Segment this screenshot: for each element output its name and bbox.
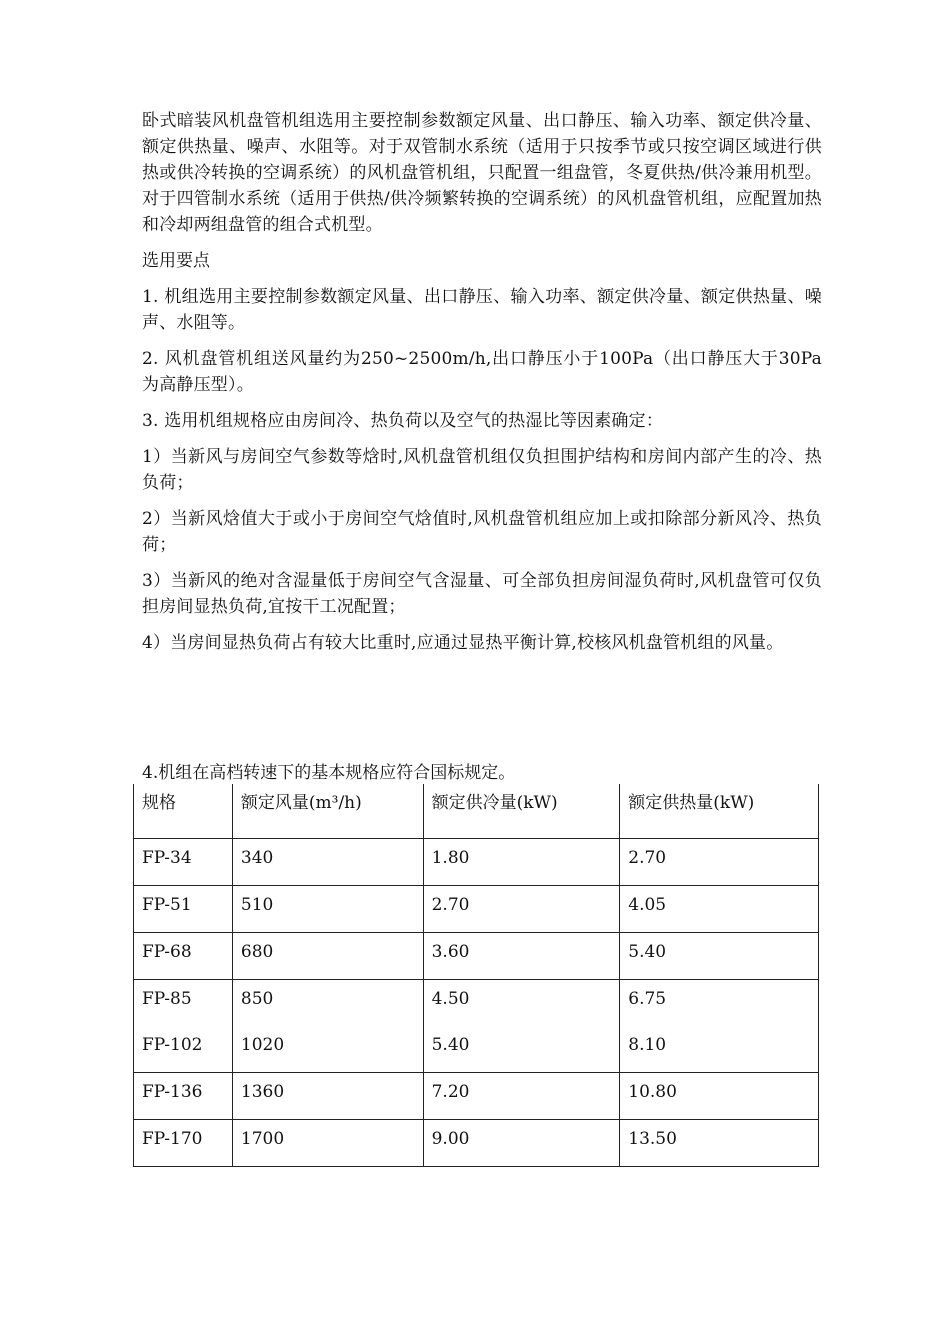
sub-point-4: 4）当房间显热负荷占有较大比重时,应通过显热平衡计算,校核风机盘管机组的风量。: [142, 633, 784, 653]
cell-heating: 13.50: [620, 1120, 819, 1167]
cell-airflow: 1700: [232, 1120, 423, 1167]
cell-airflow: 850: [232, 980, 423, 1027]
cell-airflow: 340: [232, 839, 423, 886]
cell-model: FP-85: [134, 980, 233, 1027]
cell-model: FP-170: [134, 1120, 233, 1167]
cell-model: FP-102: [134, 1026, 233, 1073]
point-1: 1. 机组选用主要控制参数额定风量、出口静压、输入功率、额定供冷量、额定供热量、噪声、水阻等。: [142, 287, 822, 333]
cell-model: FP-51: [134, 886, 233, 933]
sub-point-3: 3）当新风的绝对含湿量低于房间空气含湿量、可全部负担房间湿负荷时,风机盘管可仅负担房间显热负荷,宜按干工况配置；: [142, 571, 822, 617]
cell-model: FP-34: [134, 839, 233, 886]
cell-heating: 8.10: [620, 1026, 819, 1073]
point-2: 2. 风机盘管机组送风量约为250~2500m/h,出口静压小于100Pa（出口静压大于30Pa为高静压型）。: [142, 349, 822, 395]
document-body: [142, 108, 822, 666]
sub-point-1: 1）当新风与房间空气参数等焓时,风机盘管机组仅负担围护结构和房间内部产生的冷、热负荷；: [142, 447, 822, 493]
table-caption: 4.机组在高档转速下的基本规格应符合国标规定。: [142, 763, 516, 783]
cell-cooling: 9.00: [423, 1120, 620, 1167]
table-row: [134, 933, 819, 980]
cell-heating: 4.05: [620, 886, 819, 933]
header-heating: 额定供热量(kW): [620, 784, 819, 839]
cell-airflow: 680: [232, 933, 423, 980]
spec-table: [133, 784, 819, 1167]
cell-cooling: 7.20: [423, 1073, 620, 1120]
point-3: 3. 选用机组规格应由房间冷、热负荷以及空气的热湿比等因素确定：: [142, 411, 664, 431]
cell-heating: 2.70: [620, 839, 819, 886]
section-title: 选用要点: [142, 251, 210, 271]
cell-cooling: 4.50: [423, 980, 620, 1027]
cell-cooling: 5.40: [423, 1026, 620, 1073]
header-cooling: 额定供冷量(kW): [423, 784, 620, 839]
cell-model: FP-68: [134, 933, 233, 980]
intro-paragraph: 卧式暗装风机盘管机组选用主要控制参数额定风量、出口静压、输入功率、额定供冷量、额定供热量、噪声、水阻等。对于双管制水系统（适用于只按季节或只按空调区域进行供热或供冷转换的空调系统）的风机盘管机组，只配置一组盘管，冬夏供热/供冷兼用机型。对于四管制水系统（适用于供热/供冷频繁转换的空调系统）的风机盘管机组，应配置加热和冷却两组盘管的组合式机型。: [142, 111, 822, 235]
cell-airflow: 510: [232, 886, 423, 933]
cell-heating: 6.75: [620, 980, 819, 1027]
sub-point-2: 2）当新风焓值大于或小于房间空气焓值时,风机盘管机组应加上或扣除部分新风冷、热负荷；: [142, 509, 822, 555]
cell-model: FP-136: [134, 1073, 233, 1120]
cell-cooling: 1.80: [423, 839, 620, 886]
table-row: [134, 1120, 819, 1167]
cell-cooling: 2.70: [423, 886, 620, 933]
table-row: [134, 1073, 819, 1120]
header-airflow: 额定风量(m³/h): [232, 784, 423, 839]
cell-heating: 10.80: [620, 1073, 819, 1120]
cell-airflow: 1020: [232, 1026, 423, 1073]
cell-heating: 5.40: [620, 933, 819, 980]
table-header-row: [134, 784, 819, 839]
table-row: [134, 980, 819, 1027]
cell-airflow: 1360: [232, 1073, 423, 1120]
table-row: [134, 839, 819, 886]
table-row: [134, 1026, 819, 1073]
cell-cooling: 3.60: [423, 933, 620, 980]
table-row: [134, 886, 819, 933]
header-model: 规格: [134, 784, 233, 839]
